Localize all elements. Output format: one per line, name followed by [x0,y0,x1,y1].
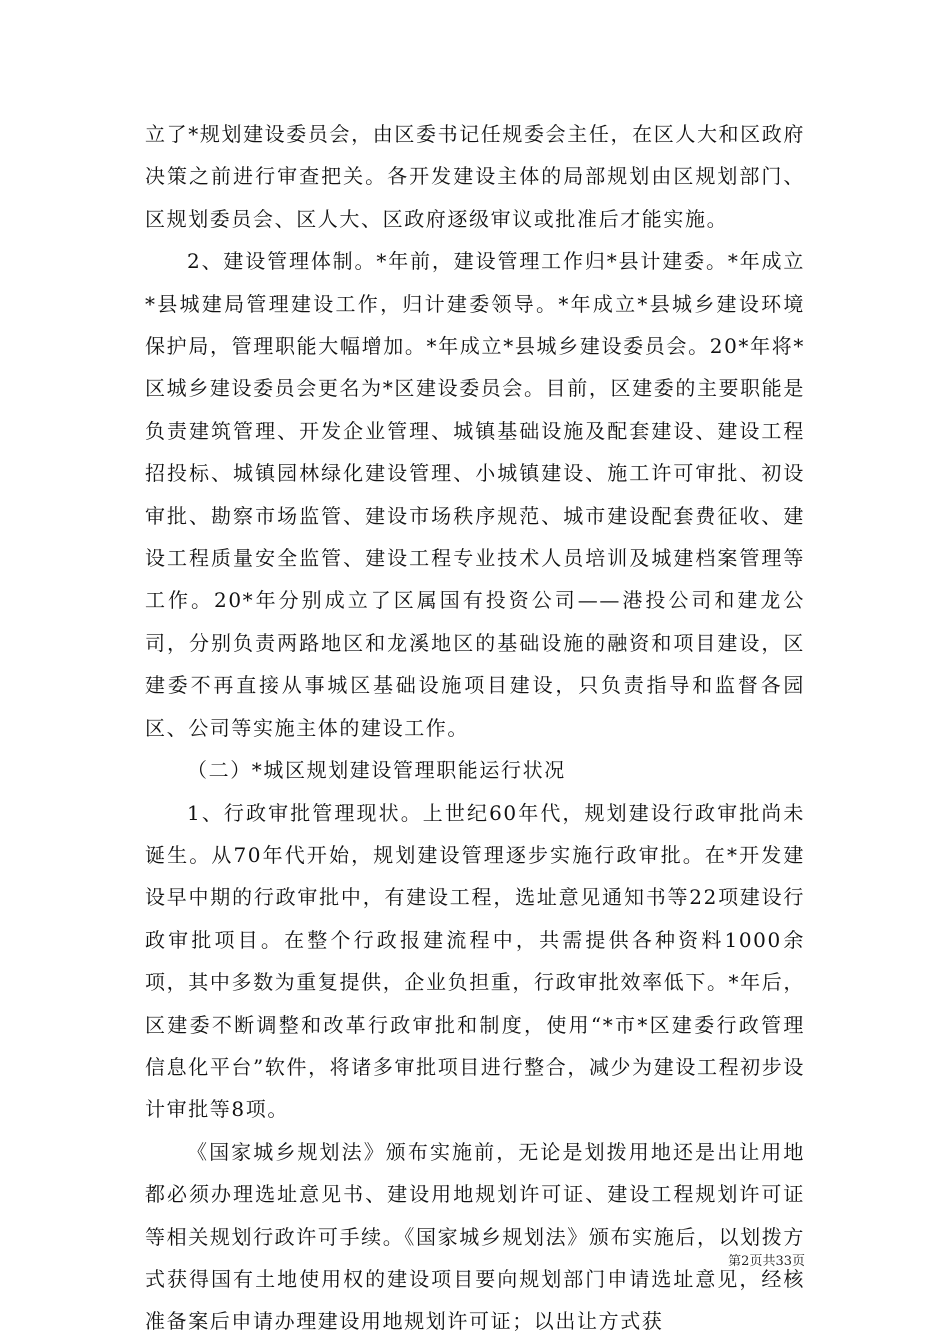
page-number-footer: 第2页共33页 [728,1254,805,1269]
paragraph-continuation: 立了*规划建设委员会，由区委书记任规委会主任，在区人大和区政府决策之前进行审查把关。各开发建设主体的局部规划由区规划部门、区规划委员会、区人大、区政府逐级审议或批准后才能实施。 [145,122,805,231]
paragraph-planning-law: 《国家城乡规划法》颁布实施前，无论是划拨用地还是出让用地都必须办理选址意见书、建设用地规划许可证、建设工程规划许可证等相关规划行政许可手续。《国家城乡规划法》颁布实施后，以划拨方式获得国有土地使用权的建设项目要向规划部门申请选址意见，经核准备案后申请办理建设用地规划许可证；以出让方式获 [145,1139,805,1334]
section-heading: （二）*城区规划建设管理职能运行状况 [187,758,566,783]
paragraph-construction-management: 2、建设管理体制。*年前，建设管理工作归*县计建委。*年成立*县城建局管理建设工作，归计建委领导。*年成立*县城乡建设环境保护局，管理职能大幅增加。*年成立*县城乡建设委员会。20*年将*区城乡建设委员会更名为*区建设委员会。目前，区建委的主要职能是负责建筑管理、开发企业管理、城镇基础设施及配套建设、建设工程招投标、城镇园林绿化建设管理、小城镇建设、施工许可审批、初设审批、勘察市场监管、建设市场秩序规范、城市建设配套费征收、建设工程质量安全监管、建设工程专业技术人员培训及城建档案管理等工作。20*年分别成立了区属国有投资公司——港投公司和建龙公司，分别负责两路地区和龙溪地区的基础设施的融资和项目建设，区建委不再直接从事城区基础设施项目建设，只负责指导和监督各园区、公司等实施主体的建设工作。 [145,249,805,740]
document-body [145,113,805,1343]
paragraph-administrative-approval: 1、行政审批管理现状。上世纪60年代，规划建设行政审批尚未诞生。从70年代开始，规划建设管理逐步实施行政审批。在*开发建设早中期的行政审批中，有建设工程，选址意见通知书等22项建设行政审批项目。在整个行政报建流程中，共需提供各种资料1000余项，其中多数为重复提供，企业负担重，行政审批效率低下。*年后，区建委不断调整和改革行政审批和制度，使用“*市*区建委行政管理信息化平台”软件，将诸多审批项目进行整合，减少为建设工程初步设计审批等8项。 [145,800,805,1122]
